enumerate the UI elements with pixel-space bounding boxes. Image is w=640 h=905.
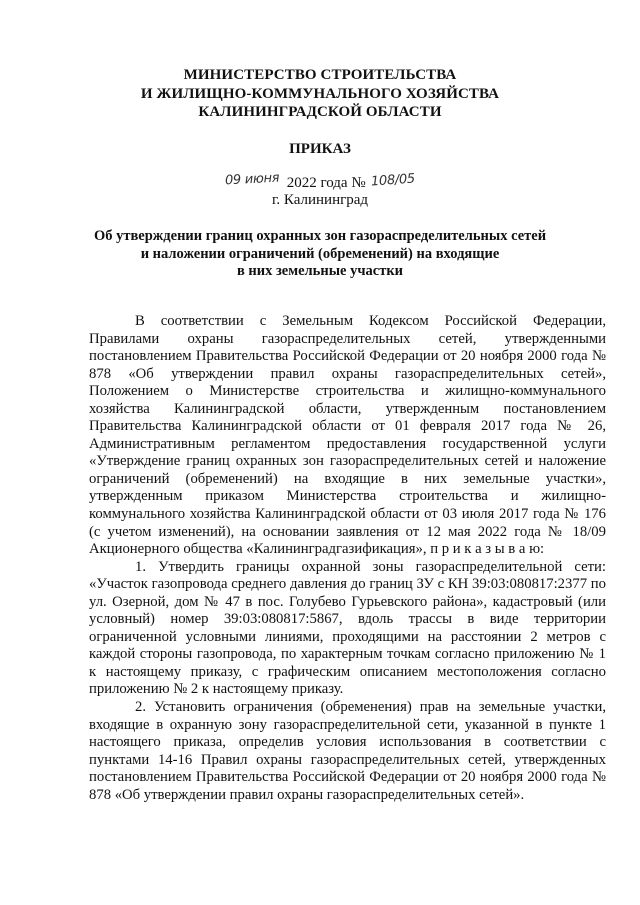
- subject-line: Об утверждении границ охранных зон газораспределительных сетей: [93, 228, 547, 244]
- subject-line: в них земельные участки: [236, 263, 404, 279]
- order-body: [89, 313, 606, 804]
- body-paragraph-item-1: 1. Утвердить границы охранной зоны газораспределительной сети: «Участок газопровода среднего давления до границ ЗУ с КН 39:03:080817:2377 по ул. Озерной, дом № 47 в пос. Голубево Гурьевского района», кадастровый (или условный) номер 39:03:080817:5867, вдоль трассы в виде территории ограниченной условными линиями, проходящими на расстоянии 2 метров с каждой стороны газопровода, по характерным точкам согласно приложению № 1 к настоящему приказу, с графическим описанием местоположения согласно приложению № 2 к настоящему приказу.: [89, 558, 606, 698]
- body-paragraph-item-2: 2. Установить ограничения (обременения) прав на земельные участки, входящие в охранную зону газораспределительной сети, указанной в пункте 1 настоящего приказа, определив условия использования в соответствии с пунктами 14-16 Правил охраны газораспределительных сетей, утвержденных постановлением Правительства Российской Федерации от 20 ноября 2000 года № 878 «Об утверждении правил охраны газораспределительных сетей».: [89, 699, 606, 803]
- ministry-header-line: И ЖИЛИЩНО-КОММУНАЛЬНОГО ХОЗЯЙСТВА: [140, 85, 500, 102]
- handwritten-date: 09 июня: [224, 170, 280, 189]
- order-date-line: [0, 170, 640, 192]
- handwritten-order-number: 108/05: [370, 171, 416, 190]
- order-city: г. Калининград: [271, 192, 369, 208]
- ministry-header: [0, 66, 640, 122]
- order-subject: [80, 228, 560, 281]
- body-paragraph-preamble: В соответствии с Земельным Кодексом Российской Федерации, Правилами охраны газораспределительных сетей, утвержденными постановлением Правительства Российской Федерации от 20 ноября 2000 года № 878 «Об утверждении правил охраны газораспределительных сетей», Положением о Министерстве строительства и жилищно-коммунального хозяйства Калининградской области, утвержденным постановлением Правительства Калининградской области от 01 февраля 2017 года № 26, Административным регламентом предоставления государственной услуги «Утверждение границ охранных зон газораспределительных сетей и наложение ограничений (обременений) на входящие в них земельные участки», утвержденным приказом Министерства строительства и жилищно-коммунального хозяйства Калининградской области от 03 июля 2017 года № 176 (с учетом изменений), на основании заявления от 12 мая 2022 года № 18/09 Акционерного общества «Калининградгазификация», п р и к а з ы в а ю:: [89, 313, 606, 558]
- order-year-text: 2022 года №: [286, 175, 366, 191]
- ministry-header-line: МИНИСТЕРСТВО СТРОИТЕЛЬСТВА: [183, 67, 457, 83]
- order-title: ПРИКАЗ: [289, 141, 351, 157]
- ministry-header-line: КАЛИНИНГРАДСКОЙ ОБЛАСТИ: [198, 104, 442, 120]
- subject-line: и наложении ограничений (обременений) на входящие: [140, 245, 500, 262]
